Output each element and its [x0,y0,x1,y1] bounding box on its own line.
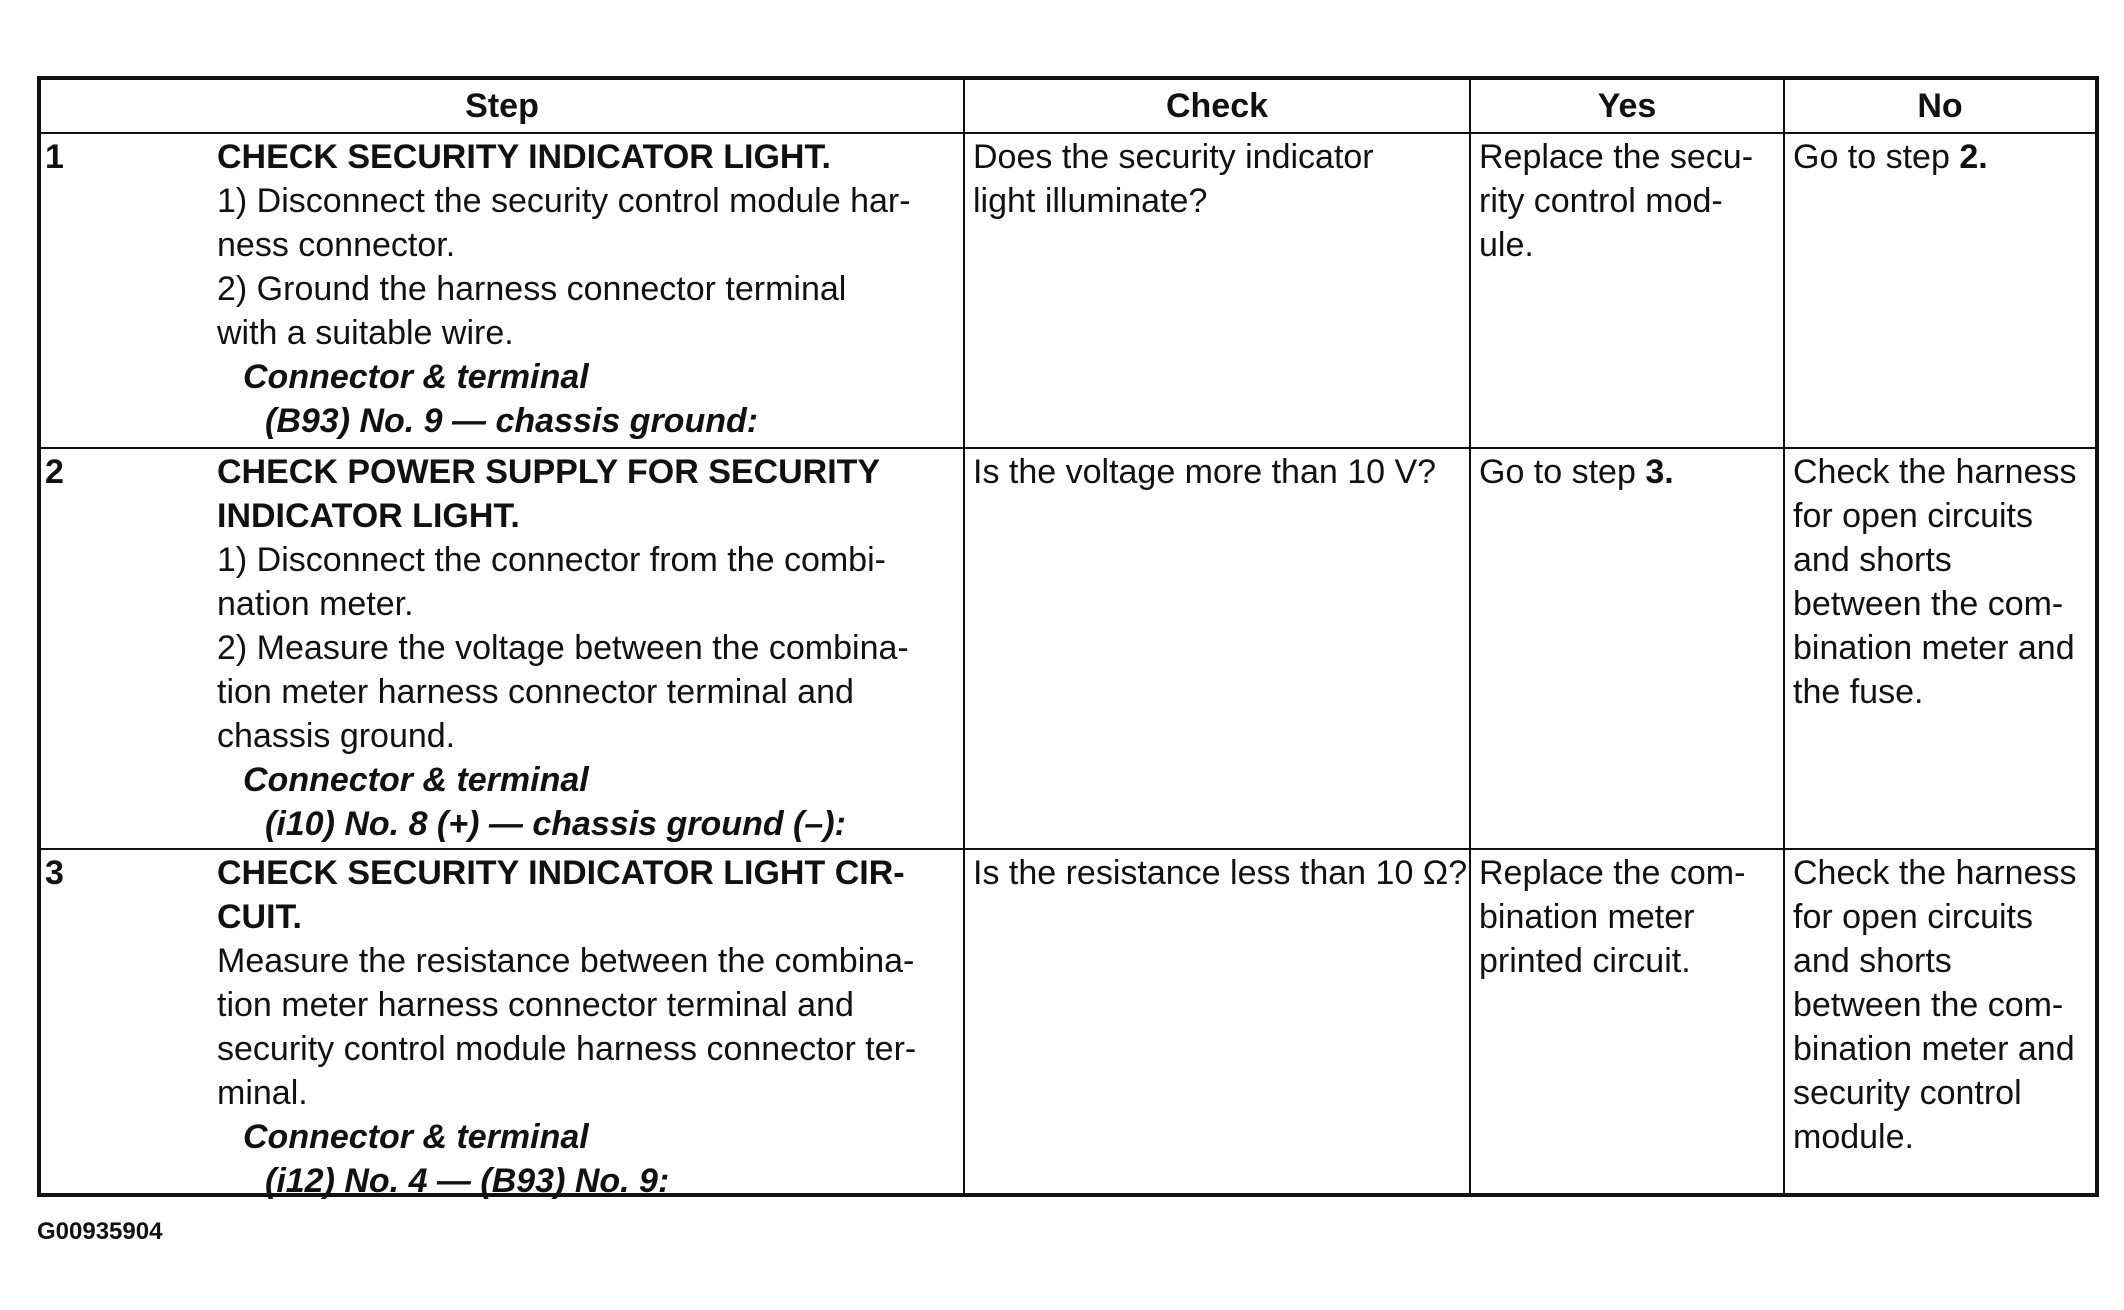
no-cell [1793,135,2095,179]
no-cell [1793,851,2095,1159]
header-no: No [1917,87,1963,125]
step-number: 2 [45,453,64,491]
no-text: Check the harness [1793,453,2077,491]
step-text: chassis ground. [217,717,456,755]
yes-text: Replace the com- [1479,854,1746,892]
row-divider [41,447,2095,449]
no-cell [1793,450,2095,714]
step-cell [217,851,961,1203]
no-text: and shorts [1793,541,1952,579]
step-number: 1 [45,138,64,176]
connector-value: (B93) No. 9 — chassis ground: [265,402,759,440]
header-step: Step [465,87,539,125]
yes-cell [1479,450,1781,494]
no-text: module. [1793,1118,1914,1156]
step-cell [217,135,961,443]
no-text: bination meter and [1793,1030,2075,1068]
step-text: 2) Ground the harness connector terminal [217,270,847,308]
column-divider [963,80,965,1193]
no-text: the fuse. [1793,673,1924,711]
step-text: Measure the resistance between the combina- [217,942,915,980]
no-text: Check the harness [1793,854,2077,892]
check-cell [973,135,1467,223]
step-text: 2) Measure the voltage between the combina- [217,629,909,667]
step-text: nation meter. [217,585,414,623]
yes-cell [1479,851,1781,983]
no-text: for open circuits [1793,898,2033,936]
step-text: minal. [217,1074,308,1112]
step-text: with a suitable wire. [217,314,514,352]
no-text: and shorts [1793,942,1952,980]
yes-text: ule. [1479,226,1534,264]
no-text: for open circuits [1793,497,2033,535]
check-cell [973,851,1467,895]
step-title: INDICATOR LIGHT. [217,497,520,535]
step-text: 1) Disconnect the connector from the combi- [217,541,886,579]
column-divider [1783,80,1785,1193]
yes-text: rity control mod- [1479,182,1723,220]
header-divider [41,132,2095,134]
step-number: 3 [45,854,64,892]
check-text: Is the resistance less than 10 Ω? [973,854,1468,892]
goto-text: Go to step [1793,138,1960,176]
goto-text: Go to step [1479,453,1646,491]
step-title: CUIT. [217,898,302,936]
yes-cell [1479,135,1781,267]
row-divider [41,848,2095,850]
yes-text [1479,450,1781,494]
yes-text: bination meter [1479,898,1695,936]
step-text: tion meter harness connector terminal and [217,986,854,1024]
step-title: CHECK POWER SUPPLY FOR SECURITY [217,453,881,491]
header-check: Check [1165,87,1269,125]
check-text: Is the voltage more than 10 V? [973,453,1437,491]
step-title: CHECK SECURITY INDICATOR LIGHT. [217,138,831,176]
connector-value: (i10) No. 8 (+) — chassis ground (–): [265,805,846,843]
no-text: between the com- [1793,986,2064,1024]
connector-label: Connector & terminal [243,1118,589,1156]
column-divider [1469,80,1471,1193]
step-text: security control module harness connector ter- [217,1030,917,1068]
no-text: between the com- [1793,585,2064,623]
step-cell [217,450,961,846]
yes-text: Replace the secu- [1479,138,1754,176]
no-text [1793,135,2095,179]
connector-value: (i12) No. 4 — (B93) No. 9: [265,1162,670,1200]
step-text: 1) Disconnect the security control module har- [217,182,911,220]
step-text: ness connector. [217,226,456,264]
figure-id: G00935904 [37,1218,163,1245]
step-reference: 2. [1959,138,1988,176]
diagnostic-table [37,76,2099,1200]
connector-label: Connector & terminal [243,358,589,396]
check-text: Does the security indicator [973,138,1374,176]
step-reference: 3. [1645,453,1674,491]
check-text: light illuminate? [973,182,1208,220]
header-yes: Yes [1597,87,1657,125]
no-text: security control [1793,1074,2022,1112]
step-title: CHECK SECURITY INDICATOR LIGHT CIR- [217,854,905,892]
step-text: tion meter harness connector terminal and [217,673,854,711]
check-cell [973,450,1467,494]
yes-text: printed circuit. [1479,942,1691,980]
connector-label: Connector & terminal [243,761,589,799]
no-text: bination meter and [1793,629,2075,667]
